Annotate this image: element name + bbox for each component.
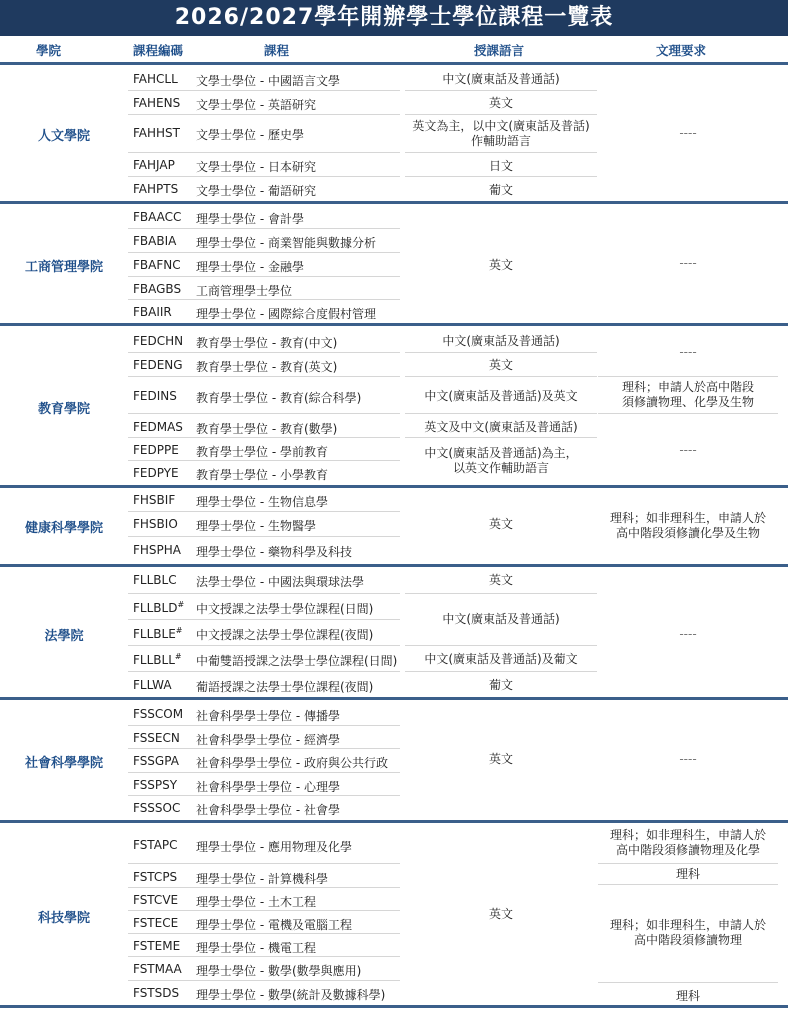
- programme-code: FSTEME: [133, 939, 181, 953]
- language-cell: 英文為主，以中文(廣東話及普話): [412, 119, 590, 133]
- programme-name: 理學士學位 - 土木工程: [196, 895, 316, 909]
- school-name: 人文學院: [37, 129, 90, 144]
- row-divider: [128, 299, 400, 300]
- programme-name: 理學士學位 - 數學(數學與應用): [196, 964, 362, 978]
- programme-code: FAHHST: [133, 126, 181, 140]
- section-divider: [0, 697, 788, 700]
- requirement-cell: 理科；如非理科生，申請人於: [609, 511, 766, 525]
- language-cell: 英文: [488, 358, 513, 372]
- programme-code: [133, 652, 182, 667]
- programme-code: FSTSDS: [133, 986, 180, 1000]
- language-cell: 中文(廣東話及普通話)及葡文: [424, 652, 578, 666]
- section-divider: [0, 485, 788, 488]
- section-divider: [0, 564, 788, 567]
- language-cell: 中文(廣東話及普通話)及英文: [424, 389, 578, 403]
- row-divider: [598, 413, 778, 414]
- section-divider: [0, 323, 788, 326]
- row-divider: [128, 795, 400, 796]
- programme-code: FBAFNC: [133, 258, 181, 272]
- programme-code: FSTMAA: [133, 962, 182, 976]
- programme-name: 理學士學位 - 國際綜合度假村管理: [196, 307, 376, 321]
- programme-name: 理學士學位 - 金融學: [196, 260, 304, 274]
- row-divider: [128, 645, 400, 646]
- programme-name: 理學士學位 - 數學(統計及數據科學): [196, 988, 386, 1002]
- row-divider: [128, 593, 400, 594]
- programme-code-text: FLLBLE: [133, 627, 176, 641]
- row-divider: [128, 511, 400, 512]
- programme-code: FAHJAP: [133, 158, 175, 172]
- programme-code: FAHCLL: [133, 72, 178, 86]
- programme-name: 理學士學位 - 會計學: [196, 212, 304, 226]
- requirement-cell: ----: [679, 345, 697, 359]
- language-cell: 中文(廣東話及普通話): [442, 612, 560, 626]
- row-divider: [405, 437, 597, 438]
- row-divider: [598, 376, 778, 377]
- page-title: 2026/2027學年開辦學士學位課程一覽表: [0, 0, 788, 36]
- programme-code: FBABIA: [133, 234, 177, 248]
- language-cell: 葡文: [488, 678, 513, 692]
- language-cell: 中文(廣東話及普通話): [442, 72, 560, 86]
- row-divider: [405, 376, 597, 377]
- programme-name: 教育學士學位 - 教育(中文): [196, 336, 338, 350]
- row-divider: [128, 460, 400, 461]
- programme-code: FAHPTS: [133, 182, 179, 196]
- programme-code: FHSBIF: [133, 493, 176, 507]
- school-name: 健康科學學院: [24, 521, 103, 536]
- row-divider: [128, 863, 400, 864]
- programme-code: FSSCOM: [133, 707, 184, 721]
- programme-code-text: FLLBLL: [133, 653, 175, 667]
- language-cell: 作輔助語言: [470, 134, 531, 148]
- programme-code: FEDMAS: [133, 420, 183, 434]
- row-divider: [405, 671, 597, 672]
- row-divider: [405, 352, 597, 353]
- programme-code: FLLBLC: [133, 573, 177, 587]
- row-divider: [128, 887, 400, 888]
- programme-code: FLLWA: [133, 678, 172, 692]
- programme-name: 教育學士學位 - 教育(數學): [196, 422, 338, 436]
- programme-name: 教育學士學位 - 小學教育: [196, 468, 328, 482]
- requirement-cell: 理科: [675, 989, 700, 1003]
- language-cell: 英文: [488, 258, 513, 272]
- requirement-cell: ----: [679, 256, 697, 270]
- row-divider: [598, 863, 778, 864]
- row-divider: [405, 413, 597, 414]
- header-code: 課程編碼: [133, 43, 184, 58]
- programme-code: FSTECE: [133, 916, 179, 930]
- footnote-mark: #: [175, 626, 183, 635]
- row-divider: [128, 176, 400, 177]
- row-divider: [405, 90, 597, 91]
- programme-name: 葡語授課之法學士學位課程(夜間): [196, 680, 374, 694]
- row-divider: [128, 252, 400, 253]
- programme-name: 理學士學位 - 計算機科學: [196, 872, 328, 886]
- header-requirement: 文理要求: [656, 43, 707, 58]
- programme-name: 教育學士學位 - 教育(英文): [196, 360, 338, 374]
- language-cell: 英文及中文(廣東話及普通話): [424, 420, 578, 434]
- header-programme: 課程: [264, 43, 290, 58]
- requirement-cell: ----: [679, 752, 697, 766]
- programme-code: FEDPYE: [133, 466, 179, 480]
- row-divider: [128, 437, 400, 438]
- requirement-cell: ----: [679, 126, 697, 140]
- requirement-cell: 理科；如非理科生，申請人於: [609, 918, 766, 932]
- school-name: 科技學院: [37, 911, 90, 926]
- language-cell: 中文(廣東話及普通話)為主，: [424, 446, 578, 460]
- programme-code: FBAGBS: [133, 282, 182, 296]
- programme-code: [133, 626, 182, 641]
- row-divider: [128, 748, 400, 749]
- language-cell: 英文: [488, 517, 513, 531]
- row-divider: [405, 152, 597, 153]
- requirement-cell: ----: [679, 443, 697, 457]
- programme-name: 理學士學位 - 電機及電腦工程: [196, 918, 352, 932]
- row-divider: [128, 114, 400, 115]
- row-divider: [128, 276, 400, 277]
- programme-code: FHSPHA: [133, 543, 182, 557]
- programme-code: FSTCVE: [133, 893, 179, 907]
- programme-code: FBAACC: [133, 210, 182, 224]
- language-cell: 以英文作輔助語言: [452, 461, 549, 475]
- programme-code: FSSECN: [133, 731, 180, 745]
- requirement-cell: 高中階段須修讀物理及化學: [615, 843, 760, 857]
- school-name: 工商管理學院: [24, 260, 103, 275]
- programme-code: FEDPPE: [133, 443, 179, 457]
- row-divider: [128, 772, 400, 773]
- programme-code: FBAIIR: [133, 305, 172, 319]
- programme-name: 社會科學學士學位 - 傳播學: [196, 709, 340, 723]
- programme-name: 社會科學學士學位 - 心理學: [196, 780, 340, 794]
- programme-code: [133, 600, 184, 615]
- programme-name: 理學士學位 - 生物信息學: [196, 495, 328, 509]
- programme-name: 社會科學學士學位 - 經濟學: [196, 733, 340, 747]
- section-divider: [0, 201, 788, 204]
- programme-name: 工商管理學士學位: [196, 284, 293, 298]
- programme-code-text: FLLBLD: [133, 601, 178, 615]
- row-divider: [128, 413, 400, 414]
- programme-name: 理學士學位 - 商業智能與數據分析: [196, 236, 376, 250]
- row-divider: [128, 152, 400, 153]
- row-divider: [128, 619, 400, 620]
- programme-name: 文學士學位 - 葡語研究: [196, 184, 316, 198]
- table-header: [0, 36, 788, 65]
- requirement-cell: 高中階段須修讀化學及生物: [615, 526, 760, 540]
- programme-name: 教育學士學位 - 教育(綜合科學): [196, 391, 362, 405]
- programme-code: FEDENG: [133, 358, 183, 372]
- requirement-cell: 理科；申請人於高中階段: [621, 380, 754, 394]
- row-divider: [128, 956, 400, 957]
- programme-code: FSTCPS: [133, 870, 178, 884]
- row-divider: [128, 671, 400, 672]
- row-divider: [405, 593, 597, 594]
- programme-name: 中文授課之法學士學位課程(夜間): [196, 628, 374, 642]
- row-divider: [128, 980, 400, 981]
- language-cell: 日文: [488, 159, 513, 173]
- row-divider: [128, 376, 400, 377]
- programme-name: 理學士學位 - 機電工程: [196, 941, 316, 955]
- row-divider: [598, 982, 778, 983]
- programme-name: 文學士學位 - 英語研究: [196, 98, 316, 112]
- programme-name: 文學士學位 - 歷史學: [196, 128, 304, 142]
- row-divider: [128, 90, 400, 91]
- row-divider: [598, 884, 778, 885]
- programme-name: 社會科學學士學位 - 政府與公共行政: [196, 756, 388, 770]
- programme-name: 法學士學位 - 中國法與環球法學: [196, 575, 364, 589]
- header-school: 學院: [36, 43, 62, 58]
- requirement-cell: 理科: [675, 867, 700, 881]
- requirement-cell: 理科；如非理科生，申請人於: [609, 828, 766, 842]
- row-divider: [128, 352, 400, 353]
- language-cell: 英文: [488, 907, 513, 921]
- programme-code: FSSGPA: [133, 754, 179, 768]
- row-divider: [128, 536, 400, 537]
- programme-code: FSSPSY: [133, 778, 178, 792]
- programme-name: 文學士學位 - 日本研究: [196, 160, 316, 174]
- row-divider: [128, 910, 400, 911]
- header-language: 授課語言: [474, 43, 525, 58]
- school-name: 教育學院: [37, 402, 90, 417]
- programme-code: FSSSOC: [133, 801, 181, 815]
- row-divider: [405, 645, 597, 646]
- programme-name: 教育學士學位 - 學前教育: [196, 445, 328, 459]
- section-divider: [0, 1005, 788, 1008]
- row-divider: [405, 176, 597, 177]
- programme-name: 中文授課之法學士學位課程(日間): [196, 602, 374, 616]
- programme-name: 社會科學學士學位 - 社會學: [196, 803, 340, 817]
- requirement-cell: 高中階段須修讀物理: [633, 933, 742, 947]
- language-cell: 英文: [488, 96, 513, 110]
- row-divider: [405, 114, 597, 115]
- requirement-cell: 須修讀物理、化學及生物: [621, 395, 754, 409]
- programme-code: FSTAPC: [133, 838, 178, 852]
- footnote-mark: #: [174, 652, 182, 661]
- programme-code: FHSBIO: [133, 517, 178, 531]
- language-cell: 中文(廣東話及普通話): [442, 334, 560, 348]
- language-cell: 英文: [488, 573, 513, 587]
- language-cell: 葡文: [488, 183, 513, 197]
- footnote-mark: #: [177, 600, 185, 609]
- section-divider: [0, 820, 788, 823]
- programme-name: 理學士學位 - 應用物理及化學: [196, 840, 352, 854]
- programme-name: 中葡雙語授課之法學士學位課程(日間): [196, 654, 398, 668]
- programme-code: FAHENS: [133, 96, 181, 110]
- programme-code: FEDINS: [133, 389, 177, 403]
- programme-name: 文學士學位 - 中國語言文學: [196, 74, 340, 88]
- school-name: 法學院: [44, 629, 84, 644]
- language-cell: 英文: [488, 752, 513, 766]
- row-divider: [128, 228, 400, 229]
- row-divider: [128, 725, 400, 726]
- programme-name: 理學士學位 - 生物醫學: [196, 519, 316, 533]
- school-name: 社會科學學院: [24, 756, 103, 771]
- requirement-cell: ----: [679, 627, 697, 641]
- row-divider: [128, 933, 400, 934]
- programme-code: FEDCHN: [133, 334, 184, 348]
- programme-name: 理學士學位 - 藥物科學及科技: [196, 545, 352, 559]
